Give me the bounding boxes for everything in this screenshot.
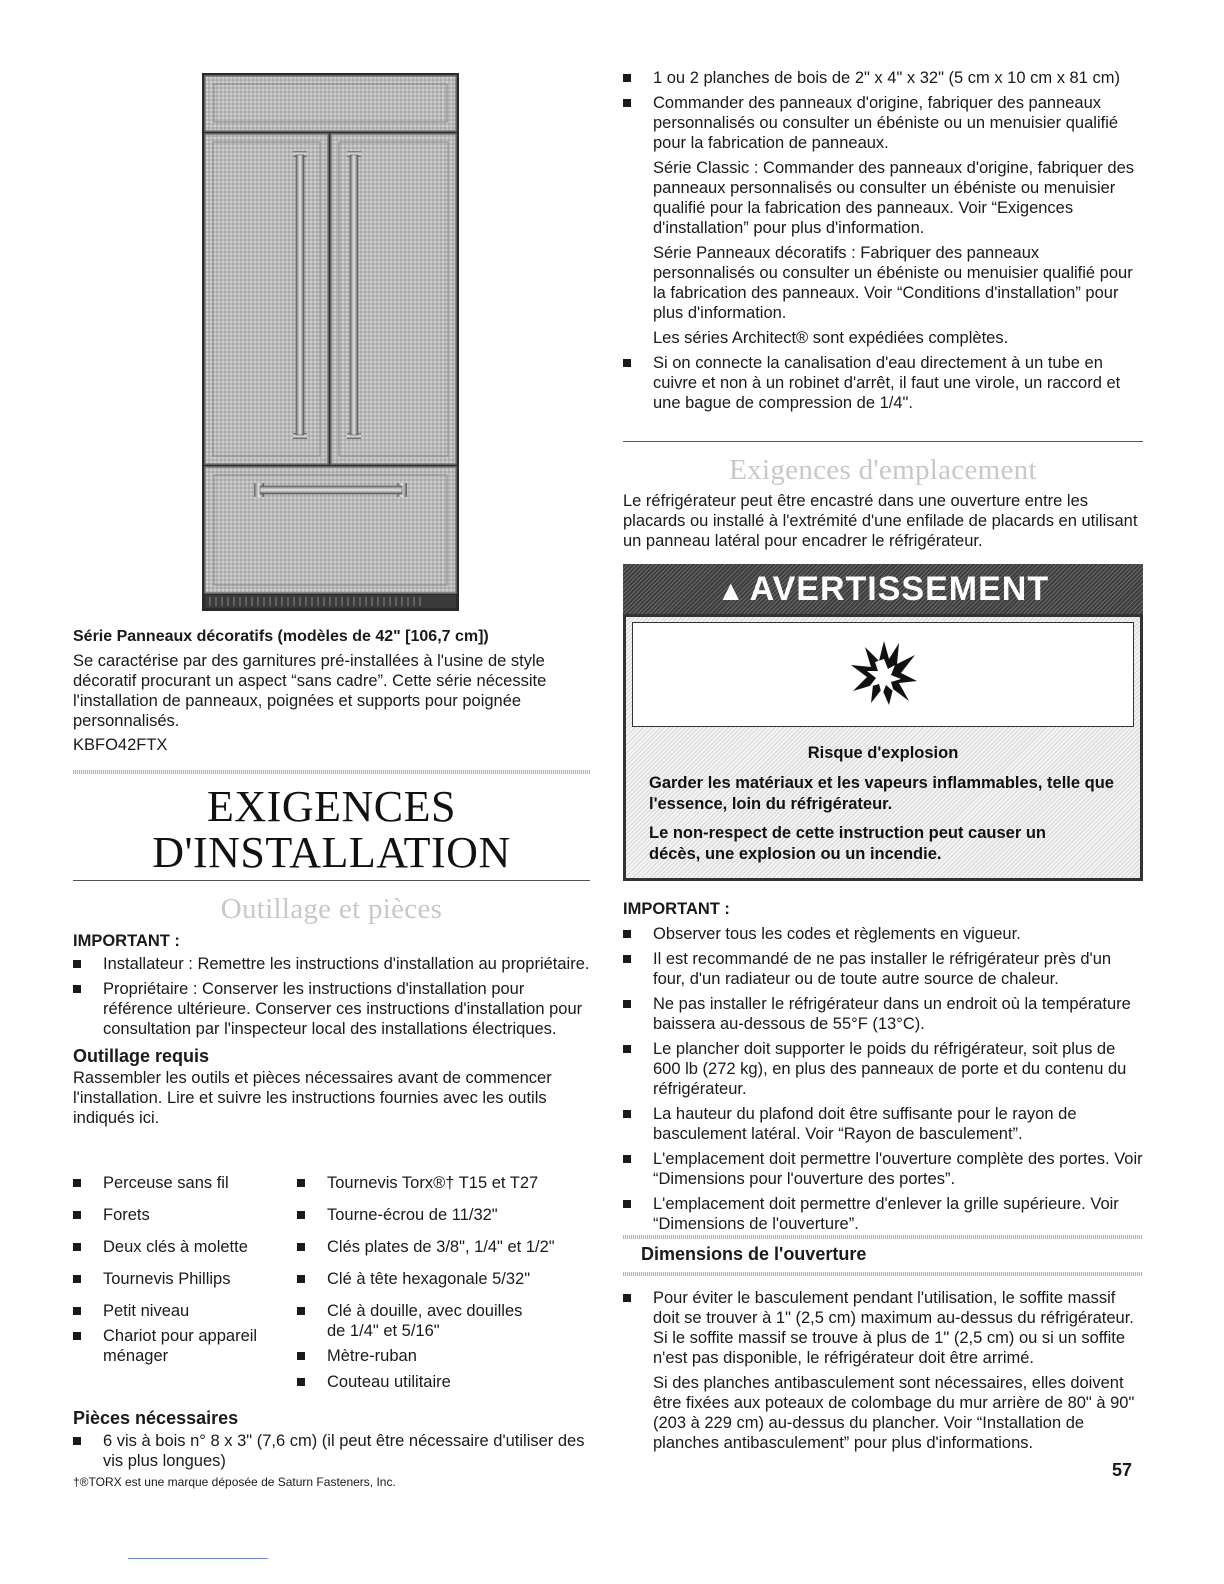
sub-architect: Les séries Architect® sont expédiées complètes. bbox=[653, 329, 1009, 347]
list-item: 6 vis à bois n° 8 x 3" (7,6 cm) (il peut être nécessaire d'utiliser des vis plus longues) bbox=[73, 1431, 590, 1471]
section-title-line1: EXIGENCES bbox=[207, 782, 456, 831]
hatch-divider bbox=[623, 1272, 1143, 1276]
list-item: La hauteur du plafond doit être suffisante pour le rayon de basculement latéral. Voir “Rayon de basculement”. bbox=[623, 1104, 1143, 1144]
section-rule bbox=[73, 880, 590, 881]
important-label-right: IMPORTANT : bbox=[623, 900, 730, 918]
list-item: Tourne-écrou de 11/32" bbox=[297, 1205, 498, 1225]
list-item: Perceuse sans fil bbox=[73, 1173, 229, 1193]
subsection-title-tools: Outillage et pièces bbox=[220, 893, 443, 925]
list-item: Tournevis Phillips bbox=[73, 1269, 230, 1289]
fridge-caption-title: Série Panneaux décoratifs (modèles de 42" [106,7 cm]) bbox=[73, 628, 489, 645]
parts-list-continued bbox=[623, 68, 1143, 413]
list-item: Commander des panneaux d'origine, fabriquer des panneaux personnalisés ou consulter un ébéniste ou un menuisier qualifié pour la fabrication de panneaux. Série Classic : Commander des panneaux d'origine, fabriquer des panneaux personnalisés ou consulter un ébéniste ou menuisier qualifié pour la fabrication des panneaux. Voir “Exigences d'installation” pour plus d'information. Série Panneaux décoratifs : Fabriquer des panneaux personnalisés ou consulter un ébéniste ou menuisier qualifié pour la fabrication des panneaux. Voir “Conditions d'installation” pour plus d'information. Les séries Architect® sont expédiées complètes. bbox=[623, 93, 1143, 348]
subsection-title-location: Exigences d'emplacement bbox=[729, 454, 1037, 486]
list-item: 1 ou 2 planches de bois de 2" x 4" x 32" (5 cm x 10 cm x 81 cm) bbox=[623, 68, 1143, 88]
hatch-divider bbox=[73, 770, 590, 774]
warning-line-2: Le non-respect de cette instruction peut causer un décès, une explosion ou un incendie. bbox=[649, 824, 1046, 863]
bottom-rule bbox=[128, 1558, 268, 1559]
dimensions-list bbox=[623, 1288, 1143, 1453]
list-item: Clé à douille, avec douilles bbox=[297, 1301, 522, 1321]
list-item: Couteau utilitaire bbox=[297, 1372, 451, 1392]
sub-decoratifs: Série Panneaux décoratifs : Fabriquer des panneaux personnalisés ou consulter un ébéniste ou menuisier qualifié pour la fabrication des panneaux. Voir “Conditions d'installation” pour plus d'information. bbox=[653, 244, 1133, 322]
list-item: Tournevis Torx®† T15 et T27 bbox=[297, 1173, 538, 1193]
section-title-line2: D'INSTALLATION bbox=[152, 828, 511, 877]
list-item: Si on connecte la canalisation d'eau directement à un tube en cuivre et non à un robinet d'arrêt, il faut une virole, un raccord et une bague de compression de 1/4". bbox=[623, 353, 1143, 413]
list-item-continued: ménager bbox=[103, 1347, 169, 1365]
model-number: KBFO42FTX bbox=[73, 736, 168, 754]
list-item: Le plancher doit supporter le poids du réfrigérateur, soit plus de 600 lb (272 kg), en plus des panneaux de porte et du contenu du réfrigérateur. bbox=[623, 1039, 1143, 1099]
tools-list bbox=[73, 1173, 590, 1393]
important-list-right bbox=[623, 924, 1143, 1234]
location-rule bbox=[623, 441, 1143, 442]
fridge-caption-text: Se caractérise par des garnitures pré-installées à l'usine de style décoratif procurant un aspect “sans cadre”. Cette série nécessite l'installation de panneaux, poignées et supports pour poignée personnalisés. bbox=[73, 652, 547, 730]
list-item: Il est recommandé de ne pas installer le réfrigérateur près d'un four, d'un radiateur ou de toute autre source de chaleur. bbox=[623, 949, 1143, 989]
warning-title: AVERTISSEMENT bbox=[749, 570, 1050, 608]
refrigerator-illustration bbox=[202, 73, 459, 611]
hatch-divider bbox=[623, 1235, 1143, 1239]
tools-heading: Outillage requis bbox=[73, 1046, 210, 1066]
list-item: L'emplacement doit permettre d'enlever la grille supérieure. Voir “Dimensions de l'ouverture”. bbox=[623, 1194, 1143, 1234]
list-item: Ne pas installer le réfrigérateur dans un endroit où la température baissera au-dessous de 55°F (13°C). bbox=[623, 994, 1143, 1034]
list-item: Installateur : Remettre les instructions d'installation au propriétaire. bbox=[73, 954, 590, 974]
warning-line-1: Garder les matériaux et les vapeurs inflammables, telle que l'essence, loin du réfrigérateur. bbox=[649, 774, 1114, 813]
location-text: Le réfrigérateur peut être encastré dans une ouverture entre les placards ou installé à l'extrémité d'une enfilade de placards en utilisant un panneau latéral pour encadrer le réfrigérateur. bbox=[623, 492, 1138, 550]
dimensions-sub: Si des planches antibasculement sont nécessaires, elles doivent être fixées aux poteaux de colombage du mur arrière de 80" à 90" (203 à 229 cm) au-dessus du plancher. Voir “Installation de planches antibasculement” pour plus d'informations. bbox=[653, 1374, 1135, 1452]
list-item: Forets bbox=[73, 1205, 150, 1225]
warning-risk: Risque d'explosion bbox=[807, 744, 959, 762]
list-item: L'emplacement doit permettre l'ouverture complète des portes. Voir “Dimensions pour l'ouverture des portes”. bbox=[623, 1149, 1143, 1189]
parts-list bbox=[73, 1431, 590, 1471]
list-item: Petit niveau bbox=[73, 1301, 189, 1321]
dimensions-heading: Dimensions de l'ouverture bbox=[641, 1244, 867, 1264]
list-item: Clé à tête hexagonale 5/32" bbox=[297, 1269, 530, 1289]
parts-heading: Pièces nécessaires bbox=[73, 1408, 239, 1428]
important-label-left: IMPORTANT : bbox=[73, 932, 180, 950]
list-item: Clés plates de 3/8", 1/4" et 1/2" bbox=[297, 1237, 555, 1257]
page-number: 57 bbox=[1112, 1460, 1133, 1480]
list-item: Deux clés à molette bbox=[73, 1237, 248, 1257]
warning-box bbox=[623, 564, 1143, 881]
tools-intro: Rassembler les outils et pièces nécessaires avant de commencer l'installation. Lire et suivre les instructions fournies avec les outils indiqués ici. bbox=[73, 1069, 552, 1127]
section-title bbox=[73, 784, 590, 876]
important-list-left bbox=[73, 954, 590, 1039]
list-item: Propriétaire : Conserver les instructions d'installation pour référence ultérieure. Conserver ces instructions d'installation pour consultation par l'inspecteur local des installations électriques. bbox=[73, 979, 590, 1039]
footnote: †®TORX est une marque déposée de Saturn Fasteners, Inc. bbox=[73, 1475, 396, 1489]
warning-header bbox=[623, 564, 1143, 614]
list-item: Mètre-ruban bbox=[297, 1346, 417, 1366]
explosion-icon bbox=[849, 637, 919, 707]
list-item: Observer tous les codes et règlements en vigueur. bbox=[623, 924, 1143, 944]
list-item: Chariot pour appareil bbox=[73, 1326, 257, 1346]
sub-classic: Série Classic : Commander des panneaux d'origine, fabriquer des panneaux personnalisés ou consulter un ébéniste ou menuisier qualifié pour la fabrication des panneaux. Voir “Exigences d'installation” pour plus d'information. bbox=[653, 159, 1134, 237]
warning-triangle-icon: ▲ bbox=[716, 575, 746, 606]
explosion-icon-area bbox=[632, 622, 1134, 727]
list-item: Pour éviter le basculement pendant l'utilisation, le soffite massif doit se trouver à 1" (2,5 cm) maximum au-dessus du réfrigérateur. Si le soffite massif se trouve à plus de 1" (2,5 cm) ou si un soffite n'est pas disponible, le réfrigérateur doit être arrimé. Si des planches antibasculement sont nécessaires, elles doivent être fixées aux poteaux de colombage du mur arrière de 80" à 90" (203 à 229 cm) au-dessus du plancher. Voir “Installation de planches antibasculement” pour plus d'informations. bbox=[623, 1288, 1143, 1453]
list-item-continued: de 1/4" et 5/16" bbox=[327, 1322, 440, 1340]
